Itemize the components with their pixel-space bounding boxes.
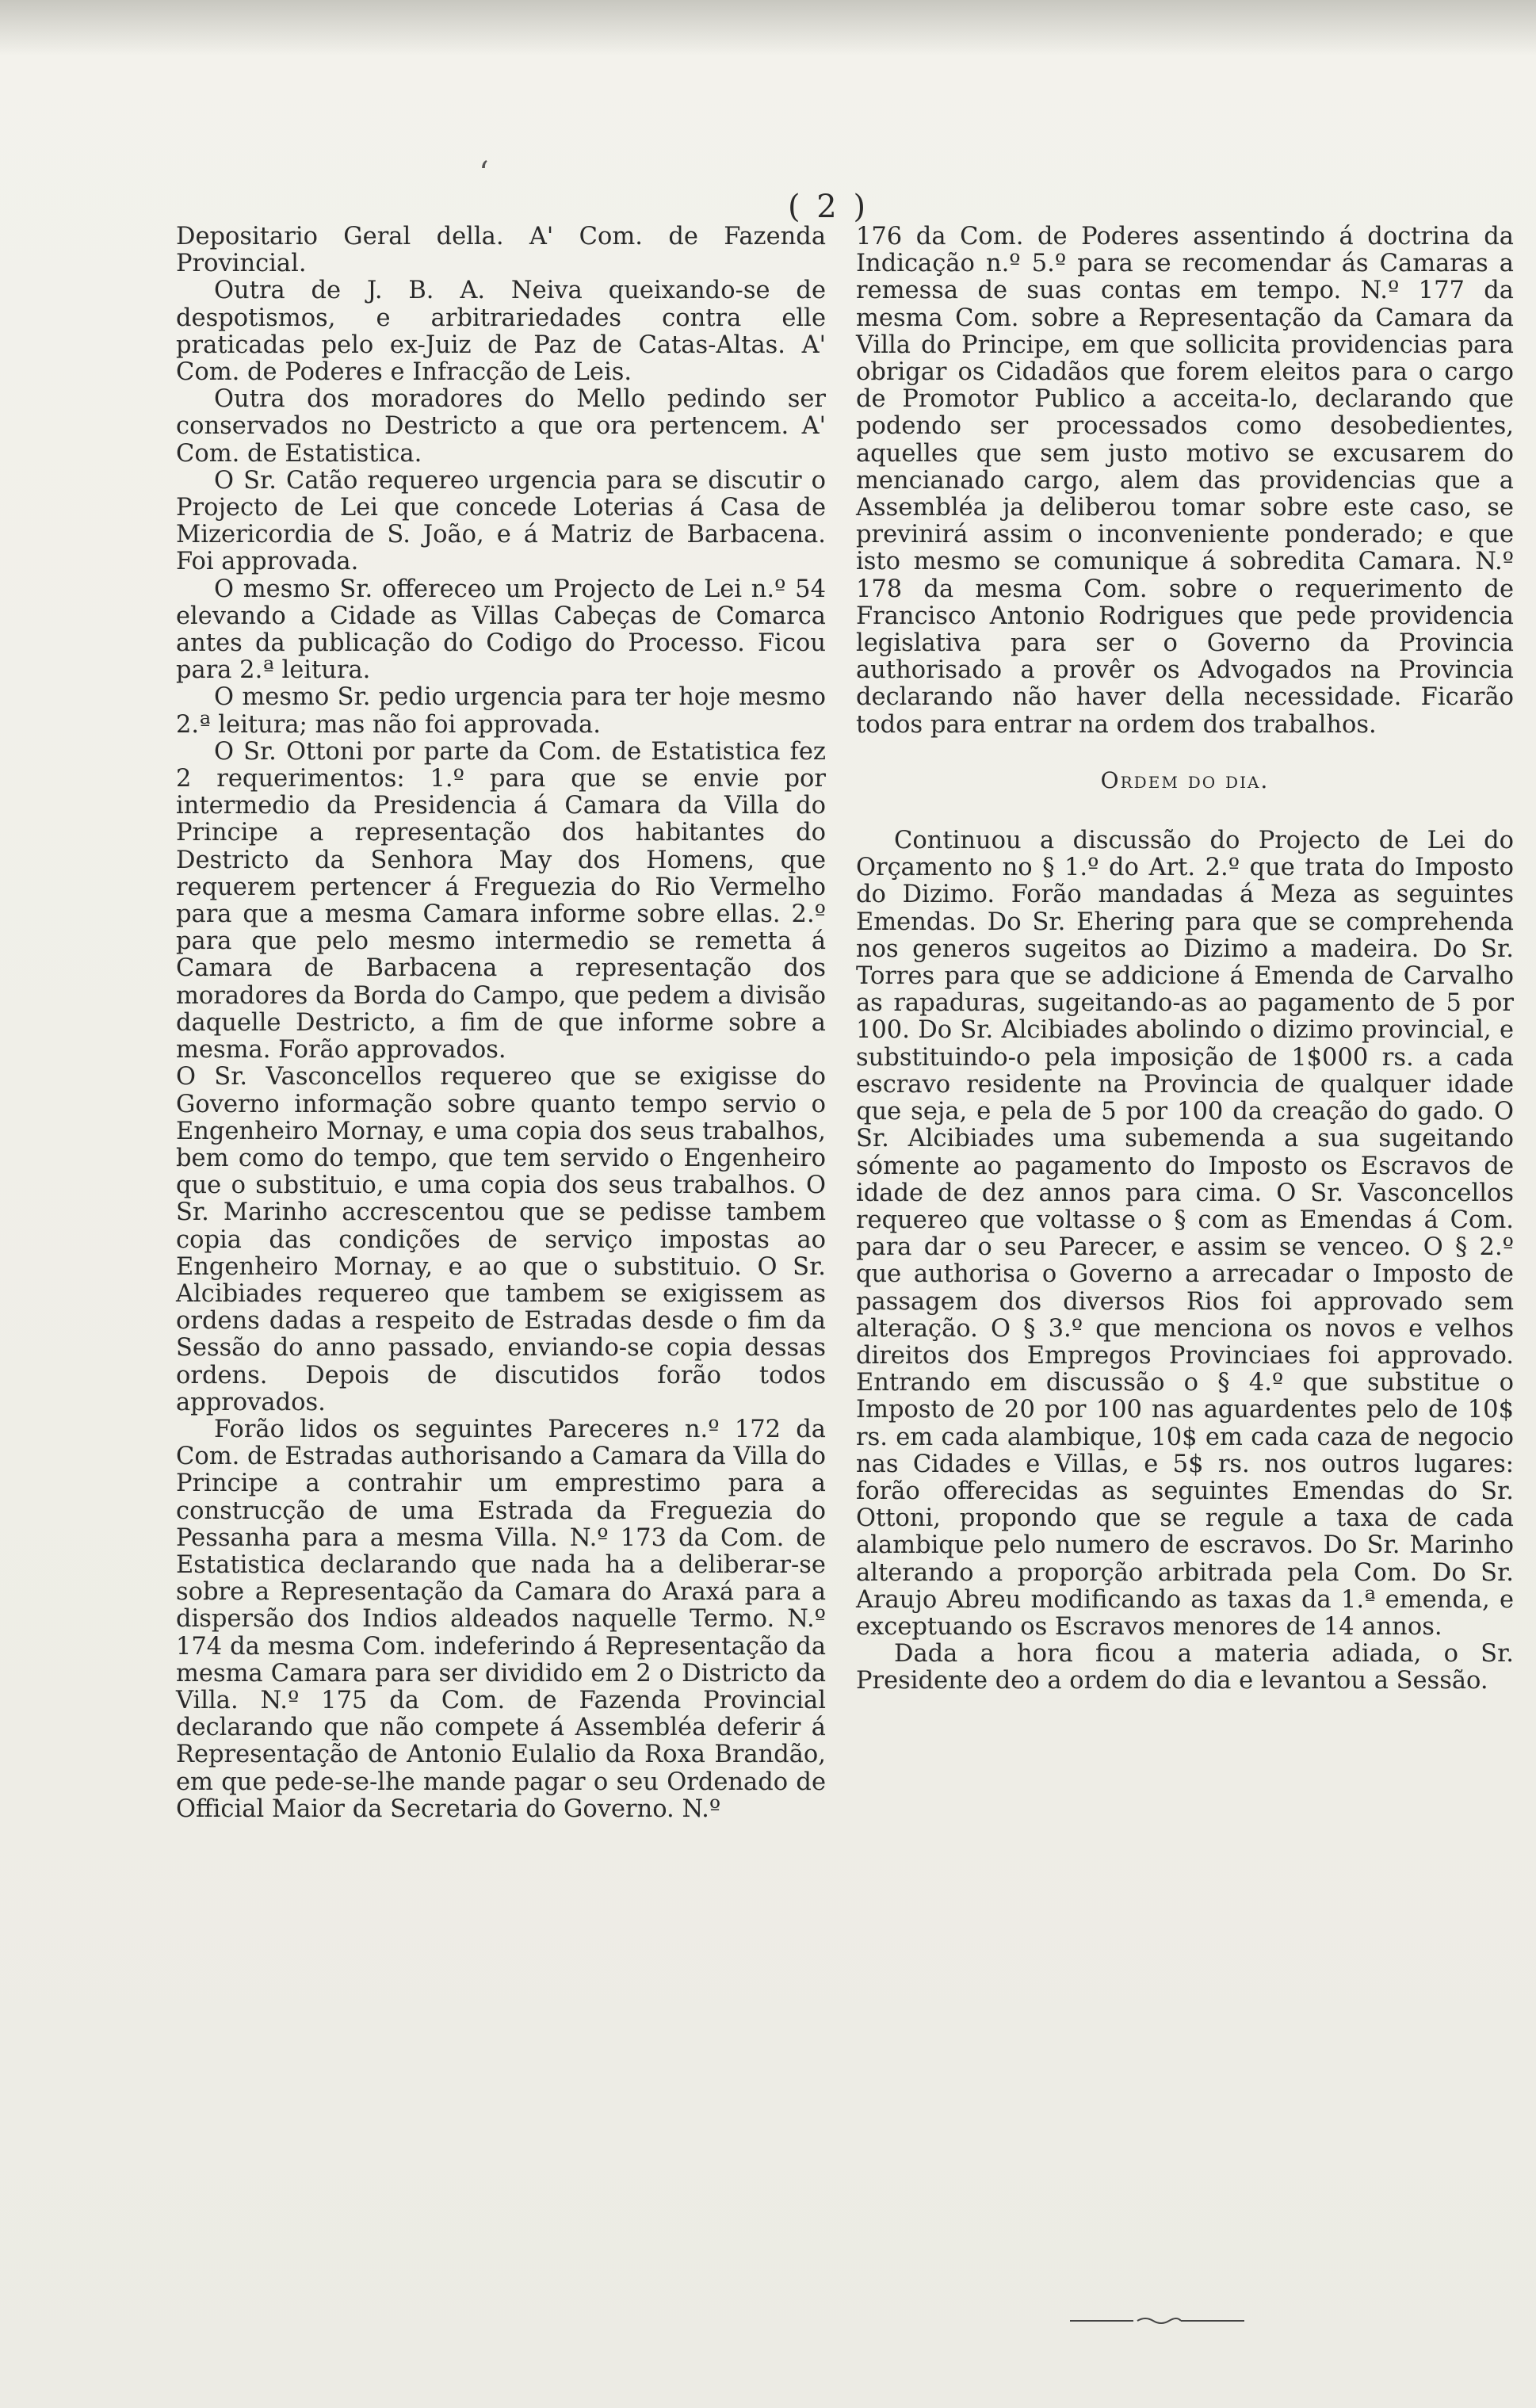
left-text-column [176,224,826,1823]
page-number: ( 2 ) [787,189,869,225]
left-column-paragraph: Outra dos moradores do Mello pedindo ser conservados no Destricto a que ora pertencem. A' Com. de Estatistica. [176,385,826,468]
left-column-paragraph: Depositario Geral della. A' Com. de Fazenda Provincial. [176,223,826,278]
right-column-paragraph: 176 da Com. de Poderes assentindo á doctrina da Indicação n.º 5.º para se recomendar ás Camaras a remessa de suas contas em tempo. N.º 177 da mesma Com. sobre a Representação da Camara da Villa do Principe, em que sollicita providencias para obrigar os Cidadãos que forem eleitos para o cargo de Promotor Publico a acceita-lo, declarando que podendo ser processados como desobedientes, aquelles que sem justo motivo se excusarem do mencianado cargo, alem das providencias que a Assembléa ja deliberou tomar sobre este caso, se previnirá assim o inconveniente ponderado; e que isto mesmo se comunique á sobredita Camara. N.º 178 da mesma Com. sobre o requerimento de Francisco Antonio Rodrigues que pede providencia legislativa para ser o Governo da Provincia authorisado a provêr os Advogados na Provincia declarando não haver della necessidade. Ficarão todos para entrar na ordem dos trabalhos. [856,223,1514,739]
left-column-paragraph: O mesmo Sr. offereceo um Projecto de Lei n.º 54 elevando a Cidade as Villas Cabeças de Comarca antes da publicação do Codigo do Processo. Ficou para 2.ª leitura. [176,575,826,685]
left-column-paragraph: O Sr. Vasconcellos requereo que se exigisse do Governo informação sobre quanto tempo servio o Engenheiro Mornay, e uma copia dos seus trabalhos, bem como do tempo, que tem servido o Engenheiro que o substituio, e uma copia dos seus trabalhos. O Sr. Marinho accrescentou que se pedisse tambem copia das condições de serviço impostas ao Engenheiro Mornay, e ao que o substituio. O Sr. Alcibiades requereo que tambem se exigissem as ordens dadas a respeito de Estradas desde o fim da Sessão do anno passado, enviando-se copia dessas ordens. Depois de discutidos forão todos approvados. [176,1063,826,1416]
right-column-paragraph: Dada a hora ficou a materia adiada, o Sr. Presidente deo a ordem do dia e levantou a Sessão. [856,1640,1514,1695]
page-edge-shadow [0,0,1536,55]
right-text-column [856,224,1514,1695]
left-column-paragraph: O Sr. Ottoni por parte da Com. de Estatistica fez 2 requerimentos: 1.º para que se envie por intermedio da Presidencia á Camara da Villa do Principe a representação dos habitantes do Destricto da Senhora May dos Homens, que requerem pertencer á Freguezia do Rio Vermelho para que a mesma Camara informe sobre ellas. 2.º para que pelo mesmo intermedio se remetta á Camara de Barbacena a representação dos moradores da Borda do Campo, que pedem a divisão daquelle Destricto, a fim de que informe sobre a mesma. Forão approvados. [176,737,826,1064]
right-column-paragraph: Continuou a discussão do Projecto de Lei do Orçamento no § 1.º do Art. 2.º que trata do Imposto do Dizimo. Forão mandadas á Meza as seguintes Emendas. Do Sr. Ehering para que se comprehenda nos generos sugeitos ao Dizimo a madeira. Do Sr. Torres para que se addicione á Emenda de Carvalho as rapaduras, sugeitando-as ao pagamento de 5 por 100. Do Sr. Alcibiades abolindo o dizimo provincial, e substituindo-o pela imposição de 1$000 rs. a cada escravo residente na Provincia de qualquer idade que seja, e pela de 5 por 100 da creação do gado. O Sr. Alcibiades uma subemenda a sua sugeitando sómente ao pagamento do Imposto os Escravos de idade de dez annos para cima. O Sr. Vasconcellos requereo que voltasse o § com as Emendas á Com. para dar o seu Parecer, e assim se venceo. O § 2.º que authorisa o Governo a arrecadar o Imposto de passagem dos diversos Rios foi approvado sem alteração. O § 3.º que menciona os novos e velhos direitos dos Empregos Provinciaes foi approvado. Entrando em discussão o § 4.º que substitue o Imposto de 20 por 100 nas aguardentes pelo de 10$ rs. em cada alambique, 10$ em cada caza de negocio nas Cidades e Villas, e 5$ rs. nos outros lugares: forão offerecidas as seguintes Emendas do Sr. Ottoni, propondo que se regule a taxa de cada alambique pelo numero de escravos. Do Sr. Marinho alterando a proporção arbitrada pela Com. Do Sr. Araujo Abreu modificando as taxas da 1.ª emenda, e exceptuando os Escravos menores de 14 annos. [856,827,1514,1641]
left-column-paragraph: O mesmo Sr. pedio urgencia para ter hoje mesmo 2.ª leitura; mas não foi approvada. [176,683,826,739]
stray-ink-mark: ʻ [479,155,489,192]
left-column-paragraph: O Sr. Catão requereo urgencia para se discutir o Projecto de Lei que concede Loterias á Casa de Mizericordia de S. João, e á Matriz de Barbacena. Foi approvada. [176,466,826,576]
left-column-paragraph: Forão lidos os seguintes Pareceres n.º 172 da Com. de Estradas authorisando a Camara da Villa do Principe a contrahir um emprestimo para a construcção de uma Estrada da Freguezia do Pessanha para a mesma Villa. N.º 173 da Com. de Estatistica declarando que nada ha a deliberar-se sobre a Representação da Camara do Araxá para a dispersão dos Indios aldeados naquelle Termo. N.º 174 da mesma Com. indeferindo á Representação da mesma Camara para ser dividido em 2 o Districto da Villa. N.º 175 da Com. de Fazenda Provincial declarando que não compete á Assembléa deferir á Representação de Antonio Eulalio da Roxa Brandão, em que pede-se-lhe mande pagar o seu Ordenado de Official Maior da Secretaria do Governo. N.º [176,1415,826,1823]
closing-ornament [1070,2316,1244,2326]
left-column-paragraph: Outra de J. B. A. Neiva queixando-se de despotismos, e arbitrariedades contra elle praticadas pelo ex-Juiz de Paz de Catas-Altas. A' Com. de Poderes e Infracção de Leis. [176,277,826,387]
right-column-heading: Ordem do dia. [1100,766,1270,793]
